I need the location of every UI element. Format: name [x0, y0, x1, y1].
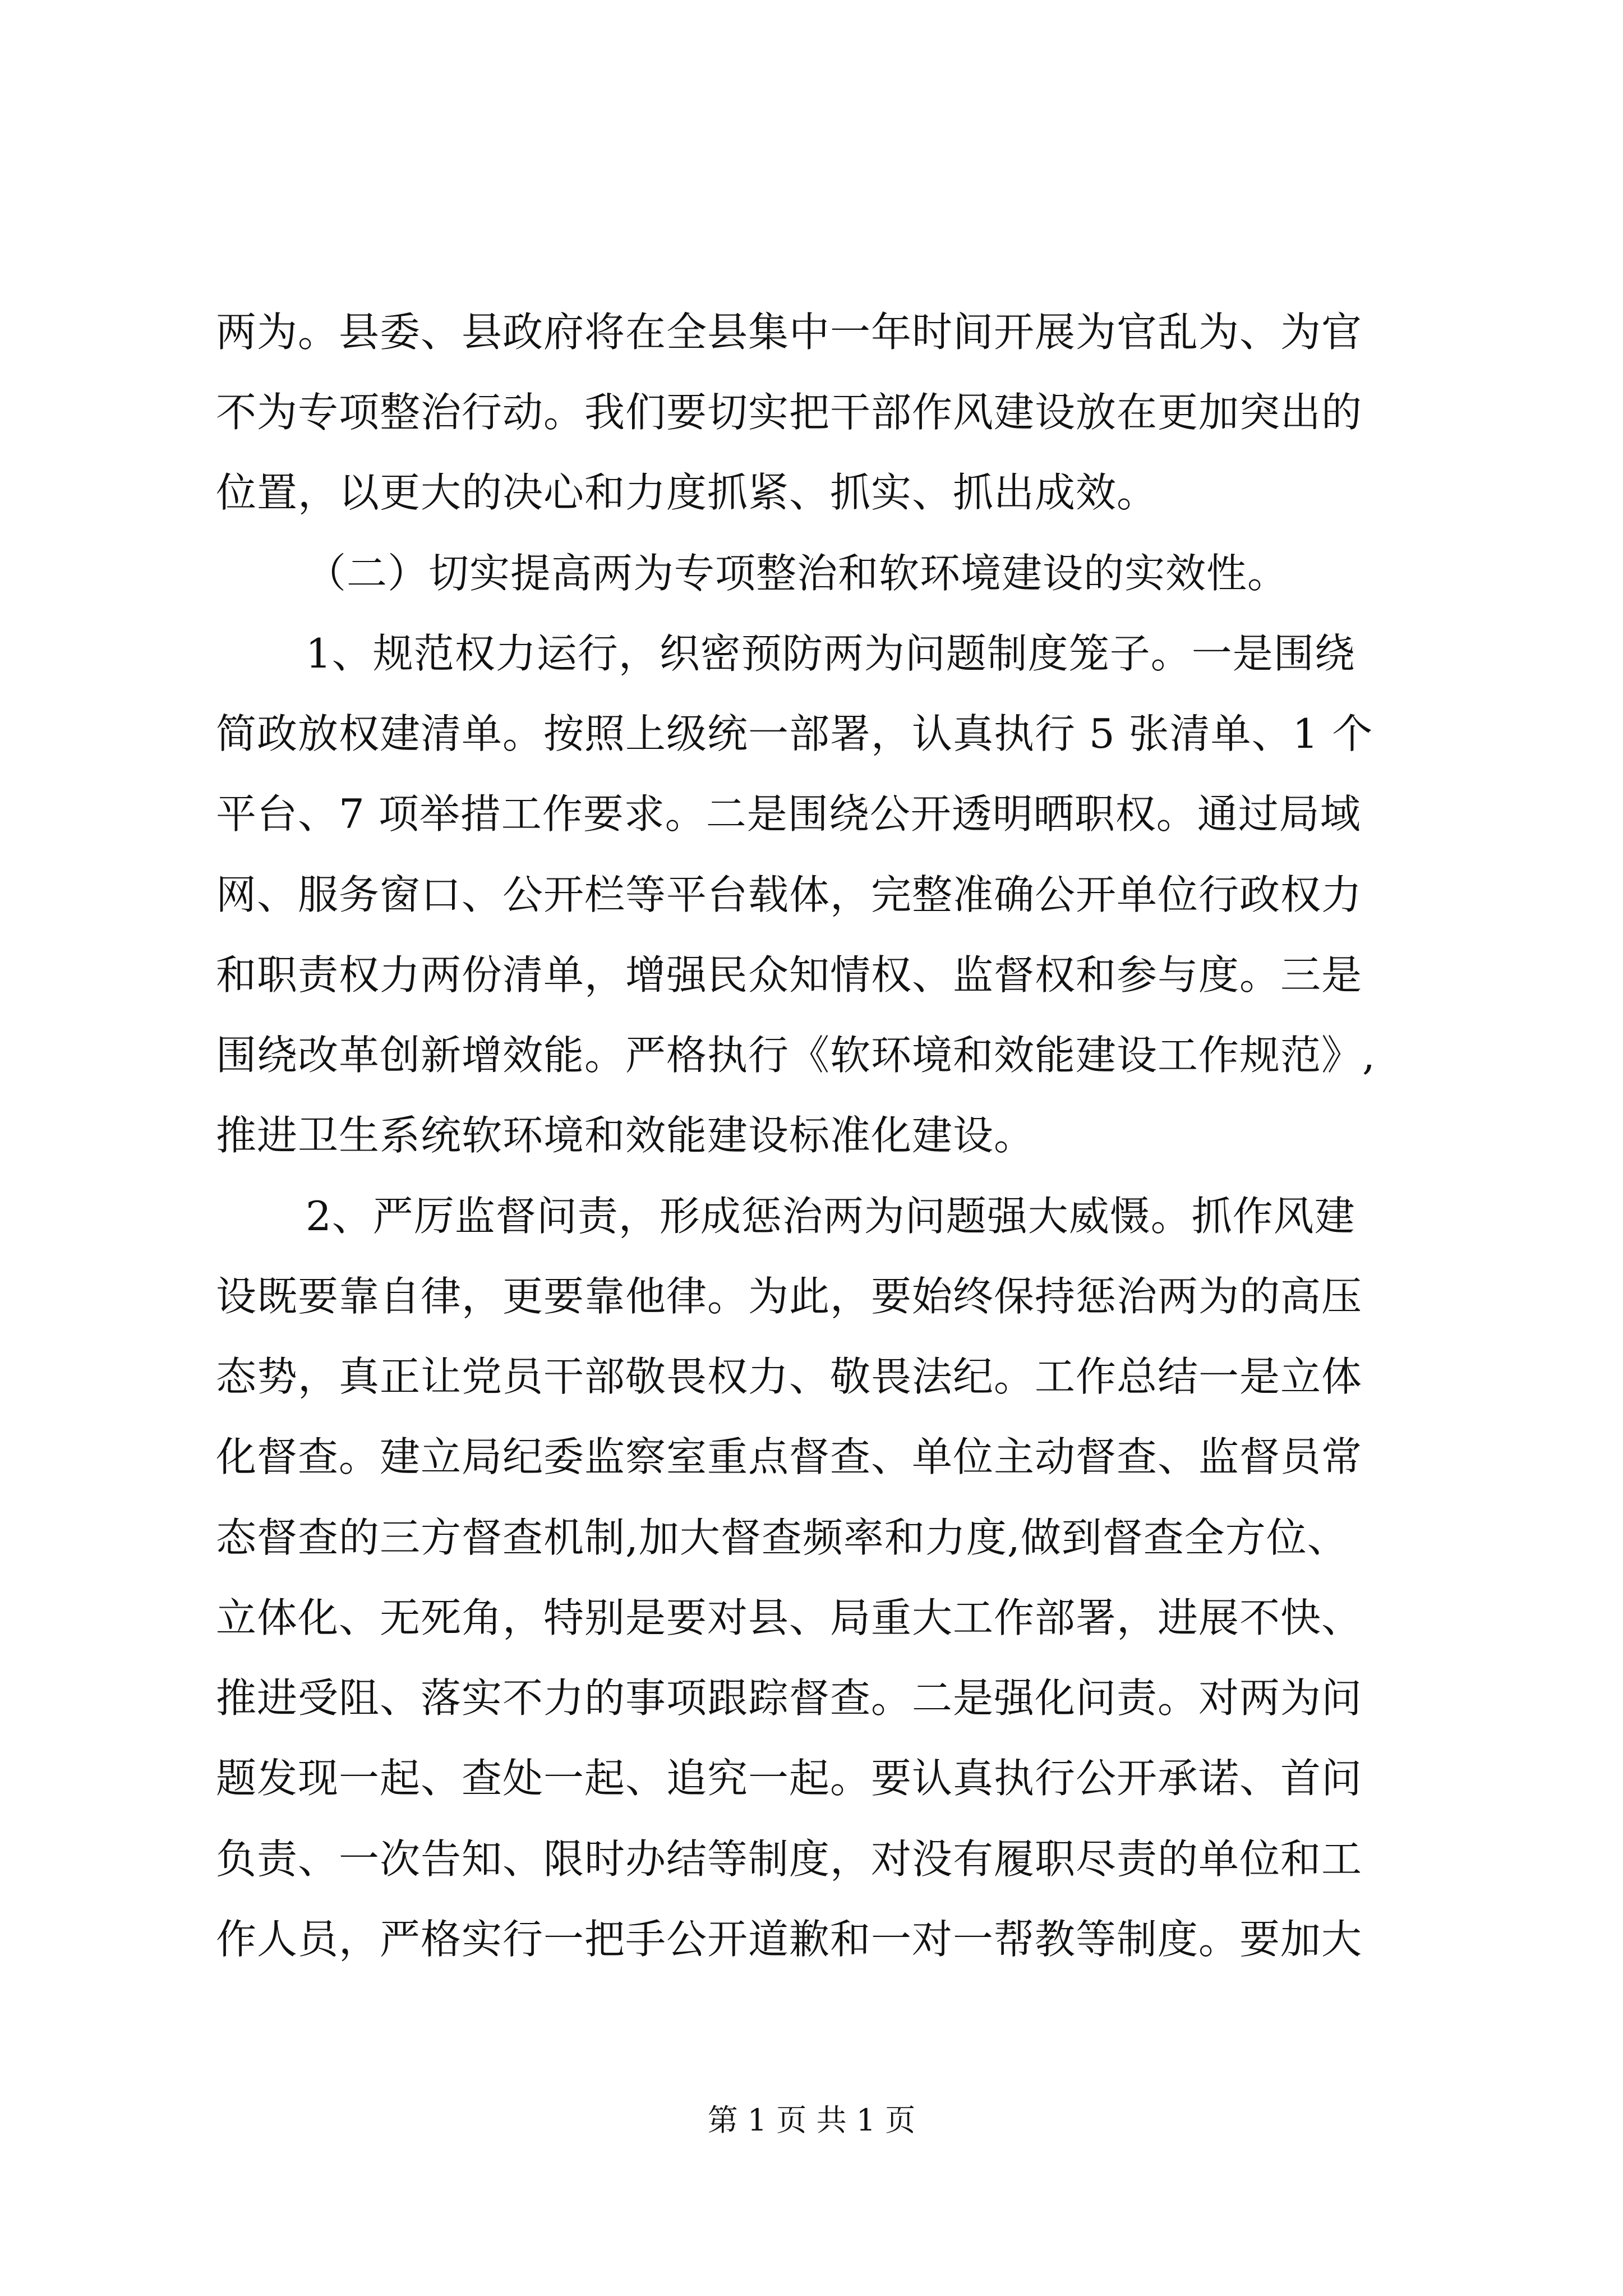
- paragraph-line: 1、规范权力运行，织密预防两为问题制度笼子。一是围绕: [306, 630, 1355, 677]
- paragraph-line: 立体化、无死角，特别是要对县、局重大工作部署，进展不快、: [216, 1594, 1363, 1641]
- paragraph-line: 2、严厉监督问责，形成惩治两为问题强大威慑。抓作风建: [306, 1193, 1355, 1240]
- paragraph-line: 态督查的三方督查机制,加大督查频率和力度,做到督查全方位、: [216, 1514, 1348, 1561]
- paragraph-line: 简政放权建清单。按照上级统一部署，认真执行 5 张清单、1 个: [216, 710, 1373, 757]
- paragraph-line: 不为专项整治行动。我们要切实把干部作风建设放在更加突出的: [216, 389, 1363, 436]
- paragraph-line: 位置，以更大的决心和力度抓紧、抓实、抓出成效。: [216, 469, 1158, 516]
- paragraph-line: 题发现一起、查处一起、追究一起。要认真执行公开承诺、首问: [216, 1755, 1363, 1802]
- paragraph-line: 围绕改革创新增效能。严格执行《软环境和效能建设工作规范》,: [216, 1032, 1376, 1079]
- page-footer: 第 1 页 共 1 页: [707, 2102, 916, 2138]
- paragraph-line: 和职责权力两份清单，增强民众知情权、监督权和参与度。三是: [216, 951, 1363, 999]
- section-heading: （二）切实提高两为专项整治和软环境建设的实效性。: [306, 550, 1289, 597]
- paragraph-line: 推进受阻、落实不力的事项跟踪督查。二是强化问责。对两为问: [216, 1674, 1363, 1722]
- paragraph-line: 推进卫生系统软环境和效能建设标准化建设。: [216, 1112, 1035, 1159]
- paragraph-line: 化督查。建立局纪委监察室重点督查、单位主动督查、监督员常: [216, 1433, 1363, 1480]
- paragraph-line: 网、服务窗口、公开栏等平台载体，完整准确公开单位行政权力: [216, 871, 1363, 918]
- paragraph-line: 平台、7 项举措工作要求。二是围绕公开透明晒职权。通过局域: [216, 790, 1361, 838]
- paragraph-line: 态势，真正让党员干部敬畏权力、敬畏法纪。工作总结一是立体: [216, 1353, 1363, 1400]
- paragraph-line: 作人员，严格实行一把手公开道歉和一对一帮教等制度。要加大: [216, 1916, 1363, 1963]
- paragraph-line: 两为。县委、县政府将在全县集中一年时间开展为官乱为、为官: [216, 309, 1363, 356]
- paragraph-line: 设既要靠自律，更要靠他律。为此，要始终保持惩治两为的高压: [216, 1273, 1363, 1320]
- paragraph-line: 负责、一次告知、限时办结等制度，对没有履职尽责的单位和工: [216, 1835, 1363, 1883]
